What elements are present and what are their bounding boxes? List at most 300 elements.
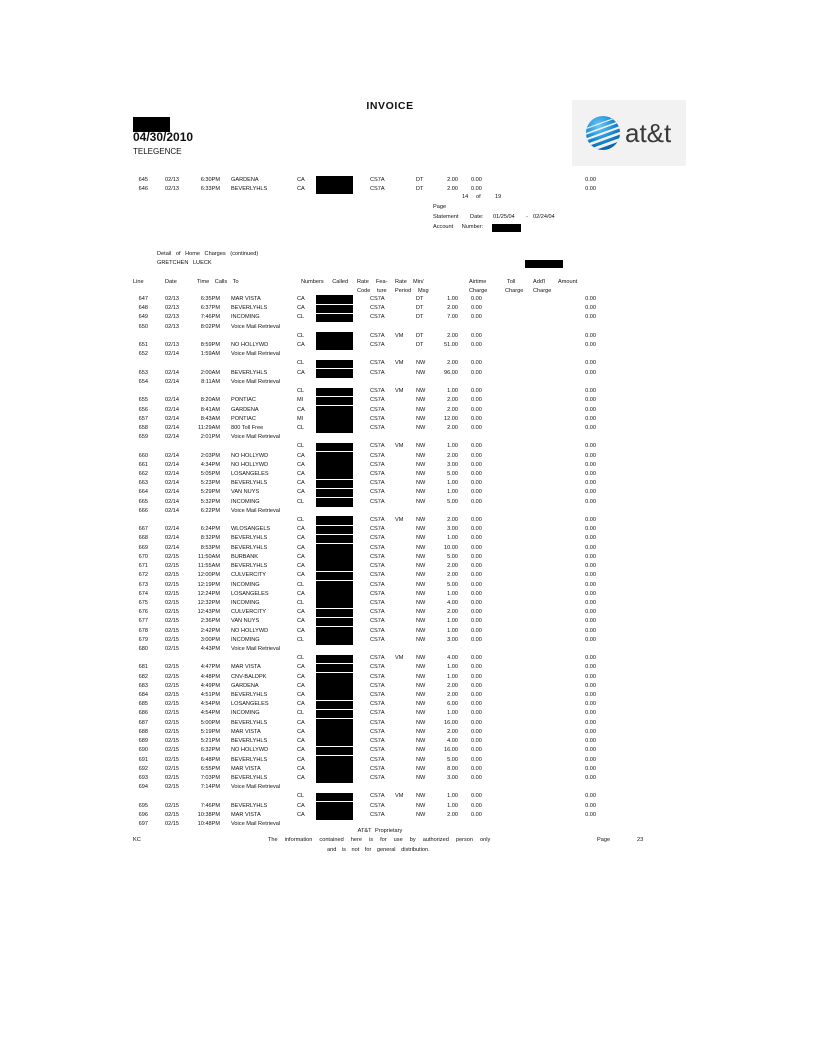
line-number: 657: [138, 415, 148, 422]
calls-to: INCOMING: [231, 710, 260, 717]
amount: 0.00: [585, 673, 596, 680]
call-state: CA: [297, 480, 305, 487]
redacted-number: [316, 369, 353, 378]
call-state: CA: [297, 774, 305, 781]
rate-code: CS7A: [370, 811, 385, 818]
rate-period: NW: [416, 480, 426, 487]
calls-to: BEVERLYHLS: [231, 186, 268, 192]
call-state: CA: [297, 572, 305, 579]
airtime-charge: 0.00: [471, 682, 482, 689]
airtime-charge: 0.00: [471, 342, 482, 349]
amount: 0.00: [585, 443, 596, 450]
calls-to: BEVERLYHLS: [231, 369, 268, 376]
redacted-number: [316, 406, 353, 415]
call-state: CL: [297, 443, 305, 450]
airtime-charge: 0.00: [471, 811, 482, 818]
minutes: 2.00: [447, 452, 458, 459]
call-time: 12:19PM: [197, 581, 220, 588]
line-number: 662: [138, 470, 148, 477]
redacted-number: [316, 360, 353, 369]
call-time: 4:54PM: [200, 701, 220, 708]
rate-code: CS7A: [370, 369, 385, 376]
rate-period: NW: [416, 461, 426, 468]
call-time: 2:42PM: [200, 627, 220, 634]
amount: 0.00: [585, 526, 596, 533]
rate-code: CS7A: [370, 636, 385, 643]
call-date: 02/14: [165, 406, 179, 413]
rate-period: NW: [416, 517, 426, 524]
footer-page-label: Page: [597, 837, 611, 843]
rate-code: CS7A: [370, 415, 385, 422]
redacted-number: [316, 691, 353, 700]
amount: 0.00: [585, 581, 596, 588]
line-number: 654: [138, 378, 148, 385]
line-number: 678: [138, 627, 148, 634]
feature-code: VM: [395, 517, 404, 524]
redacted-number: [316, 747, 353, 756]
amount: 0.00: [585, 793, 596, 800]
amount: 0.00: [585, 360, 596, 367]
airtime-charge: 0.00: [471, 480, 482, 487]
redacted-number: [316, 737, 353, 746]
amount: 0.00: [585, 590, 596, 597]
rate-period: NW: [416, 738, 426, 745]
calls-to: LOSANGELES: [231, 701, 269, 708]
call-date: 02/14: [165, 452, 179, 459]
redacted-number: [316, 774, 353, 783]
airtime-charge: 0.00: [471, 553, 482, 560]
call-time: 4:54PM: [200, 710, 220, 717]
redacted-number: [316, 581, 353, 590]
rate-period: NW: [416, 774, 426, 781]
redacted-number: [316, 793, 353, 802]
amount: 0.00: [585, 756, 596, 763]
airtime-charge: 0.00: [471, 544, 482, 551]
call-date: 02/15: [165, 645, 179, 652]
amount: 0.00: [585, 599, 596, 606]
line-number: 646: [138, 186, 148, 192]
airtime-charge: 0.00: [471, 360, 482, 367]
airtime-charge: 0.00: [471, 424, 482, 431]
calls-to: VAN NUYS: [231, 489, 260, 496]
call-time: 6:35PM: [200, 296, 220, 302]
airtime-charge: 0.00: [471, 563, 482, 570]
call-time: 6:37PM: [200, 305, 220, 312]
minutes: 5.00: [447, 756, 458, 763]
call-time: 4:34PM: [200, 461, 220, 468]
amount: 0.00: [585, 655, 596, 662]
call-state: CL: [297, 655, 305, 662]
rate-code: CS7A: [370, 470, 385, 477]
airtime-charge: 0.00: [471, 692, 482, 699]
rate-code: CS7A: [370, 443, 385, 450]
call-time: 12:43PM: [197, 609, 220, 616]
calls-to: Voice Mail Retrieval: [231, 434, 281, 441]
line-number: 647: [138, 296, 148, 302]
call-state: CL: [297, 498, 305, 505]
rate-code: CS7A: [370, 342, 385, 349]
amount: 0.00: [585, 177, 596, 183]
rate-code: CS7A: [370, 728, 385, 735]
minutes: 1.00: [447, 590, 458, 597]
calls-to: CNV-BALDPK: [231, 673, 267, 680]
amount: 0.00: [585, 406, 596, 413]
line-number: 649: [138, 314, 148, 321]
rate-period: NW: [416, 526, 426, 533]
redacted-number: [316, 701, 353, 710]
call-state: CA: [297, 563, 305, 570]
feature-code: VM: [395, 443, 404, 450]
redacted-number: [316, 480, 353, 489]
rate-code: CS7A: [370, 765, 385, 772]
calls-to: BEVERLYHLS: [231, 719, 268, 726]
call-time: 4:48PM: [200, 673, 220, 680]
call-date: 02/13: [165, 305, 179, 312]
rate-period: NW: [416, 756, 426, 763]
minutes: 4.00: [447, 655, 458, 662]
header-rate-period-2: Period: [395, 288, 412, 294]
call-date: 02/13: [165, 186, 179, 192]
airtime-charge: 0.00: [471, 443, 482, 450]
header-feature: Fea-: [376, 279, 388, 285]
rate-code: CS7A: [370, 544, 385, 551]
call-date: 02/15: [165, 774, 179, 781]
feature-code: VM: [395, 655, 404, 662]
airtime-charge: 0.00: [471, 397, 482, 404]
amount: 0.00: [585, 747, 596, 754]
amount: 0.00: [585, 452, 596, 459]
redacted-number: [316, 673, 353, 682]
calls-to: MAR VISTA: [231, 728, 261, 735]
minutes: 2.00: [447, 682, 458, 689]
airtime-charge: 0.00: [471, 314, 482, 321]
line-number: 674: [138, 590, 148, 597]
airtime-charge: 0.00: [471, 177, 482, 183]
minutes: 1.00: [447, 627, 458, 634]
minutes: 51.00: [444, 342, 458, 349]
line-number: 683: [138, 682, 148, 689]
calls-to: NO HOLLYWD: [231, 452, 269, 459]
line-number: 690: [138, 747, 148, 754]
airtime-charge: 0.00: [471, 517, 482, 524]
rate-period: NW: [416, 747, 426, 754]
line-number: 696: [138, 811, 148, 818]
rate-code: CS7A: [370, 774, 385, 781]
call-date: 02/15: [165, 618, 179, 625]
amount: 0.00: [585, 738, 596, 745]
rate-period: DT: [416, 342, 424, 349]
minutes: 10.00: [444, 544, 458, 551]
minutes: 1.00: [447, 664, 458, 671]
rate-period: NW: [416, 664, 426, 671]
statement-date-label: Statement Date:: [433, 214, 484, 220]
rate-code: CS7A: [370, 692, 385, 699]
rate-period: NW: [416, 553, 426, 560]
airtime-charge: 0.00: [471, 765, 482, 772]
rate-period: NW: [416, 719, 426, 726]
call-state: CL: [297, 388, 305, 395]
call-state: MI: [297, 397, 304, 404]
calls-to: NO HOLLYWD: [231, 747, 269, 754]
minutes: 16.00: [444, 719, 458, 726]
minutes: 4.00: [447, 599, 458, 606]
rate-period: NW: [416, 563, 426, 570]
header-addl-2: Charge: [533, 288, 552, 294]
line-number: 661: [138, 461, 148, 468]
minutes: 2.00: [447, 728, 458, 735]
rate-code: CS7A: [370, 664, 385, 671]
amount: 0.00: [585, 480, 596, 487]
rate-period: NW: [416, 415, 426, 422]
minutes: 3.00: [447, 526, 458, 533]
amount: 0.00: [585, 618, 596, 625]
calls-to: 800 Toll Free: [231, 424, 264, 431]
calls-to: INCOMING: [231, 314, 260, 321]
line-number: 648: [138, 305, 148, 312]
header-addl: Add'l: [533, 279, 546, 285]
airtime-charge: 0.00: [471, 728, 482, 735]
call-state: CA: [297, 664, 305, 671]
redacted-number: [316, 498, 353, 507]
amount: 0.00: [585, 296, 596, 302]
rate-code: CS7A: [370, 498, 385, 505]
page-label: Page: [433, 204, 447, 210]
calls-to: BEVERLYHLS: [231, 774, 268, 781]
rate-period: NW: [416, 618, 426, 625]
call-time: 5:32PM: [200, 498, 220, 505]
airtime-charge: 0.00: [471, 793, 482, 800]
statement-date-to: 02/24/04: [533, 214, 555, 220]
call-state: CA: [297, 296, 305, 302]
rate-code: CS7A: [370, 296, 385, 302]
amount: 0.00: [585, 424, 596, 431]
call-date: 02/14: [165, 526, 179, 533]
page-counter-current: 14: [462, 194, 469, 200]
calls-to: Voice Mail Retrieval: [231, 784, 281, 791]
airtime-charge: 0.00: [471, 738, 482, 745]
call-date: 02/14: [165, 535, 179, 542]
minutes: 6.00: [447, 701, 458, 708]
rate-period: NW: [416, 590, 426, 597]
redacted-number: [316, 470, 353, 479]
line-number: 673: [138, 581, 148, 588]
rate-period: NW: [416, 811, 426, 818]
calls-to: PONTIAC: [231, 397, 256, 404]
amount: 0.00: [585, 664, 596, 671]
call-state: CL: [297, 793, 305, 800]
redacted-number: [316, 332, 353, 341]
att-logo-text: at&t: [625, 118, 672, 148]
call-date: 02/13: [165, 296, 179, 302]
minutes: 1.00: [447, 673, 458, 680]
calls-to: BURBANK: [231, 553, 259, 560]
call-state: CA: [297, 544, 305, 551]
call-time: 1:59AM: [200, 351, 220, 358]
redacted-number: [316, 682, 353, 691]
redacted-number: [316, 526, 353, 535]
minutes: 8.00: [447, 765, 458, 772]
calls-to: PONTIAC: [231, 415, 256, 422]
calls-to: NO HOLLYWD: [231, 627, 269, 634]
amount: 0.00: [585, 535, 596, 542]
redacted-number: [316, 655, 353, 664]
amount: 0.00: [585, 682, 596, 689]
rate-code: CS7A: [370, 388, 385, 395]
call-date: 02/14: [165, 461, 179, 468]
airtime-charge: 0.00: [471, 618, 482, 625]
rate-code: CS7A: [370, 747, 385, 754]
amount: 0.00: [585, 572, 596, 579]
amount: 0.00: [585, 765, 596, 772]
airtime-charge: 0.00: [471, 452, 482, 459]
rate-code: CS7A: [370, 738, 385, 745]
airtime-charge: 0.00: [471, 572, 482, 579]
minutes: 1.00: [447, 489, 458, 496]
minutes: 4.00: [447, 738, 458, 745]
rate-code: CS7A: [370, 609, 385, 616]
call-date: 02/13: [165, 177, 179, 183]
call-state: MI: [297, 415, 304, 422]
line-number: 677: [138, 618, 148, 625]
redacted-number: [316, 185, 353, 194]
call-date: 02/14: [165, 378, 179, 385]
rate-period: NW: [416, 424, 426, 431]
amount: 0.00: [585, 719, 596, 726]
footer-page-number: 23: [637, 837, 644, 843]
call-state: CA: [297, 627, 305, 634]
airtime-charge: 0.00: [471, 581, 482, 588]
line-number: 679: [138, 636, 148, 643]
call-date: 02/14: [165, 507, 179, 514]
airtime-charge: 0.00: [471, 664, 482, 671]
call-date: 02/15: [165, 673, 179, 680]
airtime-charge: 0.00: [471, 590, 482, 597]
call-date: 02/15: [165, 563, 179, 570]
amount: 0.00: [585, 627, 596, 634]
calls-to: Voice Mail Retrieval: [231, 323, 281, 330]
rate-period: DT: [416, 332, 424, 339]
call-state: CA: [297, 553, 305, 560]
call-date: 02/15: [165, 710, 179, 717]
rate-period: DT: [416, 296, 424, 302]
minutes: 3.00: [447, 774, 458, 781]
line-number: 694: [138, 784, 148, 791]
call-time: 6:48PM: [200, 756, 220, 763]
amount: 0.00: [585, 415, 596, 422]
call-state: CA: [297, 177, 305, 183]
minutes: 2.00: [447, 424, 458, 431]
call-state: CL: [297, 710, 305, 717]
minutes: 1.00: [447, 443, 458, 450]
rate-code: CS7A: [370, 186, 385, 192]
redacted-number: [316, 397, 353, 406]
line-number: 689: [138, 738, 148, 745]
call-state: CA: [297, 406, 305, 413]
minutes: 2.00: [447, 609, 458, 616]
calls-to: GARDENA: [231, 177, 259, 183]
amount: 0.00: [585, 314, 596, 321]
airtime-charge: 0.00: [471, 756, 482, 763]
rate-code: CS7A: [370, 673, 385, 680]
calls-to: Voice Mail Retrieval: [231, 507, 281, 514]
call-date: 02/15: [165, 553, 179, 560]
line-number: 675: [138, 599, 148, 606]
airtime-charge: 0.00: [471, 655, 482, 662]
calls-to: CULVERCITY: [231, 572, 267, 579]
minutes: 2.00: [447, 177, 458, 183]
minutes: 1.00: [447, 296, 458, 302]
redacted-number: [316, 719, 353, 728]
rate-period: NW: [416, 535, 426, 542]
amount: 0.00: [585, 332, 596, 339]
rate-period: NW: [416, 765, 426, 772]
call-state: CA: [297, 186, 305, 192]
redacted-number: [316, 415, 353, 424]
call-date: 02/13: [165, 314, 179, 321]
line-number: 693: [138, 774, 148, 781]
call-time: 12:32PM: [197, 599, 220, 606]
call-date: 02/15: [165, 701, 179, 708]
airtime-charge: 0.00: [471, 332, 482, 339]
call-time: 8:41AM: [200, 406, 220, 413]
line-number: 653: [138, 369, 148, 376]
call-state: CA: [297, 701, 305, 708]
amount: 0.00: [585, 342, 596, 349]
minutes: 3.00: [447, 636, 458, 643]
rate-code: CS7A: [370, 526, 385, 533]
call-time: 7:14PM: [200, 784, 220, 791]
line-number: 671: [138, 563, 148, 570]
rate-code: CS7A: [370, 452, 385, 459]
call-state: CA: [297, 747, 305, 754]
rate-code: CS7A: [370, 572, 385, 579]
calls-to: LOSANGELES: [231, 470, 269, 477]
call-date: 02/14: [165, 489, 179, 496]
call-state: CA: [297, 618, 305, 625]
call-state: CA: [297, 756, 305, 763]
amount: 0.00: [585, 369, 596, 376]
call-state: CA: [297, 305, 305, 312]
redacted-number: [316, 516, 353, 525]
airtime-charge: 0.00: [471, 747, 482, 754]
line-number: 656: [138, 406, 148, 413]
rate-period: DT: [416, 314, 424, 321]
amount: 0.00: [585, 710, 596, 717]
minutes: 2.00: [447, 692, 458, 699]
call-state: CA: [297, 342, 305, 349]
call-date: 02/14: [165, 498, 179, 505]
redacted-number: [316, 341, 353, 350]
call-state: CA: [297, 452, 305, 459]
header-rate-code: Rate: [357, 279, 369, 285]
header-numbers-called: Numbers Called: [301, 279, 349, 285]
airtime-charge: 0.00: [471, 710, 482, 717]
minutes: 2.00: [447, 332, 458, 339]
proprietary-label: AT&T Proprietary: [357, 828, 403, 834]
call-date: 02/15: [165, 765, 179, 772]
rate-code: CS7A: [370, 517, 385, 524]
redacted-number: [316, 443, 353, 452]
call-date: 02/14: [165, 397, 179, 404]
invoice-date: 04/30/2010: [133, 130, 194, 144]
call-state: CA: [297, 535, 305, 542]
calls-to: Voice Mail Retrieval: [231, 351, 281, 358]
redacted-number: [316, 599, 353, 608]
calls-to: VAN NUYS: [231, 618, 260, 625]
header-airtime: Airtime: [469, 279, 487, 285]
call-date: 02/14: [165, 434, 179, 441]
redacted-number: [316, 590, 353, 599]
